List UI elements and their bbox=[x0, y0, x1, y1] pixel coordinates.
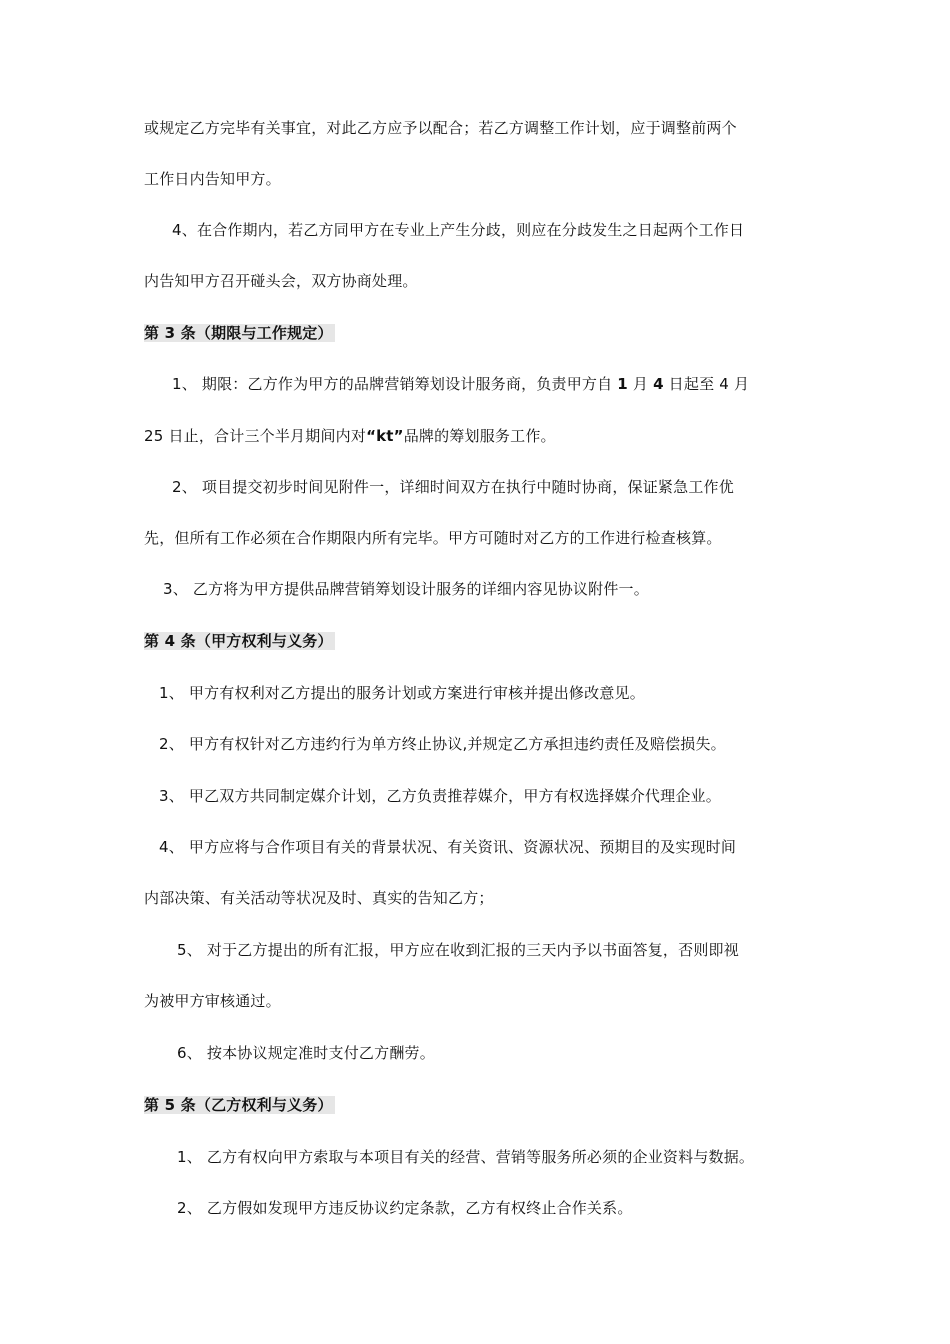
list-item: 2、 乙方假如发现甲方违反协议约定条款，乙方有权终止合作关系。 bbox=[177, 1199, 633, 1217]
paragraph-line: 先，但所有工作必须在合作期限内所有完毕。甲方可随时对乙方的工作进行检查核算。 bbox=[144, 529, 722, 547]
paragraph-line: 3、 乙方将为甲方提供品牌营销筹划设计服务的详细内容见协议附件一。 bbox=[163, 580, 649, 598]
list-item: 4、 甲方应将与合作项目有关的背景状况、有关资讯、资源状况、预期目的及实现时间 bbox=[159, 838, 737, 856]
section-heading-3 bbox=[144, 322, 335, 344]
section-heading-text: 第 5 条（乙方权利与义务） bbox=[144, 1096, 333, 1114]
text-run-bold: 4 bbox=[653, 375, 664, 393]
list-item: 6、 按本协议规定准时支付乙方酬劳。 bbox=[177, 1044, 435, 1062]
text-run: 月 bbox=[627, 375, 654, 393]
paragraph-line: 内部决策、有关活动等状况及时、真实的告知乙方； bbox=[144, 889, 494, 907]
list-item: 3、 甲乙双方共同制定媒介计划，乙方负责推荐媒介，甲方有权选择媒介代理企业。 bbox=[159, 787, 721, 805]
section-heading-4 bbox=[144, 630, 335, 652]
section-heading-text: 第 3 条（期限与工作规定） bbox=[144, 324, 333, 342]
paragraph-line: 为被甲方审核通过。 bbox=[144, 992, 281, 1010]
paragraph-line: 4、在合作期内，若乙方同甲方在专业上产生分歧，则应在分歧发生之日起两个工作日 bbox=[172, 221, 745, 239]
paragraph-line: 或规定乙方完毕有关事宜，对此乙方应予以配合；若乙方调整工作计划，应于调整前两个 bbox=[144, 119, 737, 137]
paragraph-line bbox=[172, 373, 749, 395]
list-item: 1、 甲方有权利对乙方提出的服务计划或方案进行审核并提出修改意见。 bbox=[159, 684, 645, 702]
section-heading-5 bbox=[144, 1094, 335, 1116]
paragraph-line: 工作日内告知甲方。 bbox=[144, 170, 281, 188]
text-run: 25 日止，合计三个半月期间内对 bbox=[144, 427, 367, 445]
paragraph-line bbox=[144, 425, 556, 447]
paragraph-line: 内告知甲方召开碰头会，双方协商处理。 bbox=[144, 272, 418, 290]
text-run-bold: “kt” bbox=[366, 427, 404, 445]
text-run-bold: 1 bbox=[617, 375, 628, 393]
list-item: 1、 乙方有权向甲方索取与本项目有关的经营、营销等服务所必须的企业资料与数据。 bbox=[177, 1148, 755, 1166]
paragraph-line: 2、 项目提交初步时间见附件一，详细时间双方在执行中随时协商，保证紧急工作优 bbox=[172, 478, 734, 496]
list-item: 5、 对于乙方提出的所有汇报，甲方应在收到汇报的三天内予以书面答复，否则即视 bbox=[177, 941, 739, 959]
list-item: 2、 甲方有权针对乙方违约行为单方终止协议,并规定乙方承担违约责任及赔偿损失。 bbox=[159, 735, 726, 753]
text-run: 1、 期限：乙方作为甲方的品牌营销筹划设计服务商，负责甲方自 bbox=[172, 375, 618, 393]
text-run: 日起至 4 月 bbox=[663, 375, 750, 393]
text-run: 品牌的筹划服务工作。 bbox=[403, 427, 556, 445]
section-heading-text: 第 4 条（甲方权利与义务） bbox=[144, 632, 333, 650]
